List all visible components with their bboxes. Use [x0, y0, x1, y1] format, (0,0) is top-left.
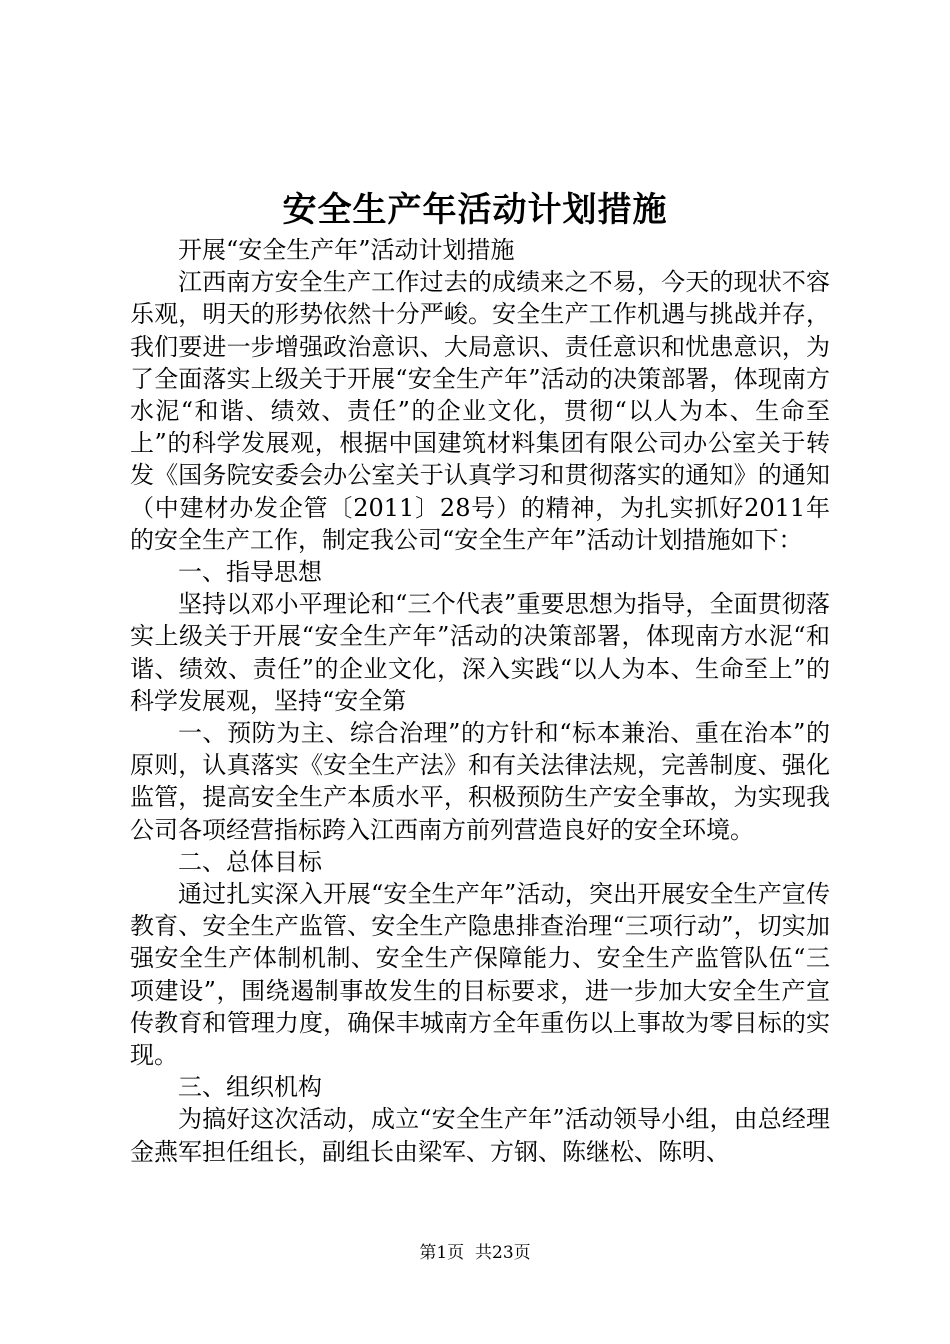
paragraph-guiding-idea: 坚持以邓小平理论和“三个代表”重要思想为指导，全面贯彻落实上级关于开展“安全生产年”活动的决策部署，体现南方水泥“和谐、绩效、责任”的企业文化，深入实践“以人为本、生命至上”的科学发展观，坚持“安全第	[130, 590, 830, 715]
paragraph-organization: 为搞好这次活动，成立“安全生产年”活动领导小组，由总经理金燕军担任组长，副组长由梁军、方钢、陈继松、陈明、	[130, 1105, 830, 1166]
paragraph-intro: 江西南方安全生产工作过去的成绩来之不易，今天的现状不容乐观，明天的形势依然十分严峻。安全生产工作机遇与挑战并存，我们要进一步增强政治意识、大局意识、责任意识和忧患意识，为了全面落实上级关于开展“安全生产年”活动的决策部署，体现南方水泥“和谐、绩效、责任”的企业文化，贯彻“以人为本、生命至上”的科学发展观，根据中国建筑材料集团有限公司办公室关于转发《国务院安委会办公室关于认真学习和贯彻落实的通知》的通知（中建材办发企管〔2011〕28号）的精神，为扎实抓好2011年的安全生产工作，制定我公司“安全生产年”活动计划措施如下：	[130, 268, 830, 554]
paragraph-heading: 开展“安全生产年”活动计划措施	[178, 236, 515, 264]
paragraph-overall-goal: 通过扎实深入开展“安全生产年”活动，突出开展安全生产宣传教育、安全生产监管、安全生产隐患排查治理“三项行动”，切实加强安全生产体制机制、安全生产保障能力、安全生产监管队伍“三项建设”，围绕遏制事故发生的目标要求，进一步加大安全生产宣传教育和管理力度，确保丰城南方全年重伤以上事故为零目标的实现。	[130, 880, 830, 1070]
page-number: 第1页	[419, 1243, 465, 1263]
page-total: 共23页	[475, 1243, 531, 1263]
section-heading-guiding-idea: 一、指导思想	[178, 558, 322, 587]
section-heading-organization: 三、组织机构	[178, 1073, 322, 1102]
section-heading-overall-goal: 二、总体目标	[178, 847, 322, 876]
document-title: 安全生产年活动计划措施	[282, 190, 668, 230]
page-footer	[0, 1241, 950, 1265]
document-body	[130, 234, 830, 1168]
paragraph-guiding-idea-cont: 一、预防为主、综合治理”的方针和“标本兼治、重在治本”的原则，认真落实《安全生产法》和有关法律法规，完善制度、强化监管，提高安全生产本质水平，积极预防生产安全事故，为实现我公司各项经营指标跨入江西南方前列营造良好的安全环境。	[130, 719, 830, 844]
